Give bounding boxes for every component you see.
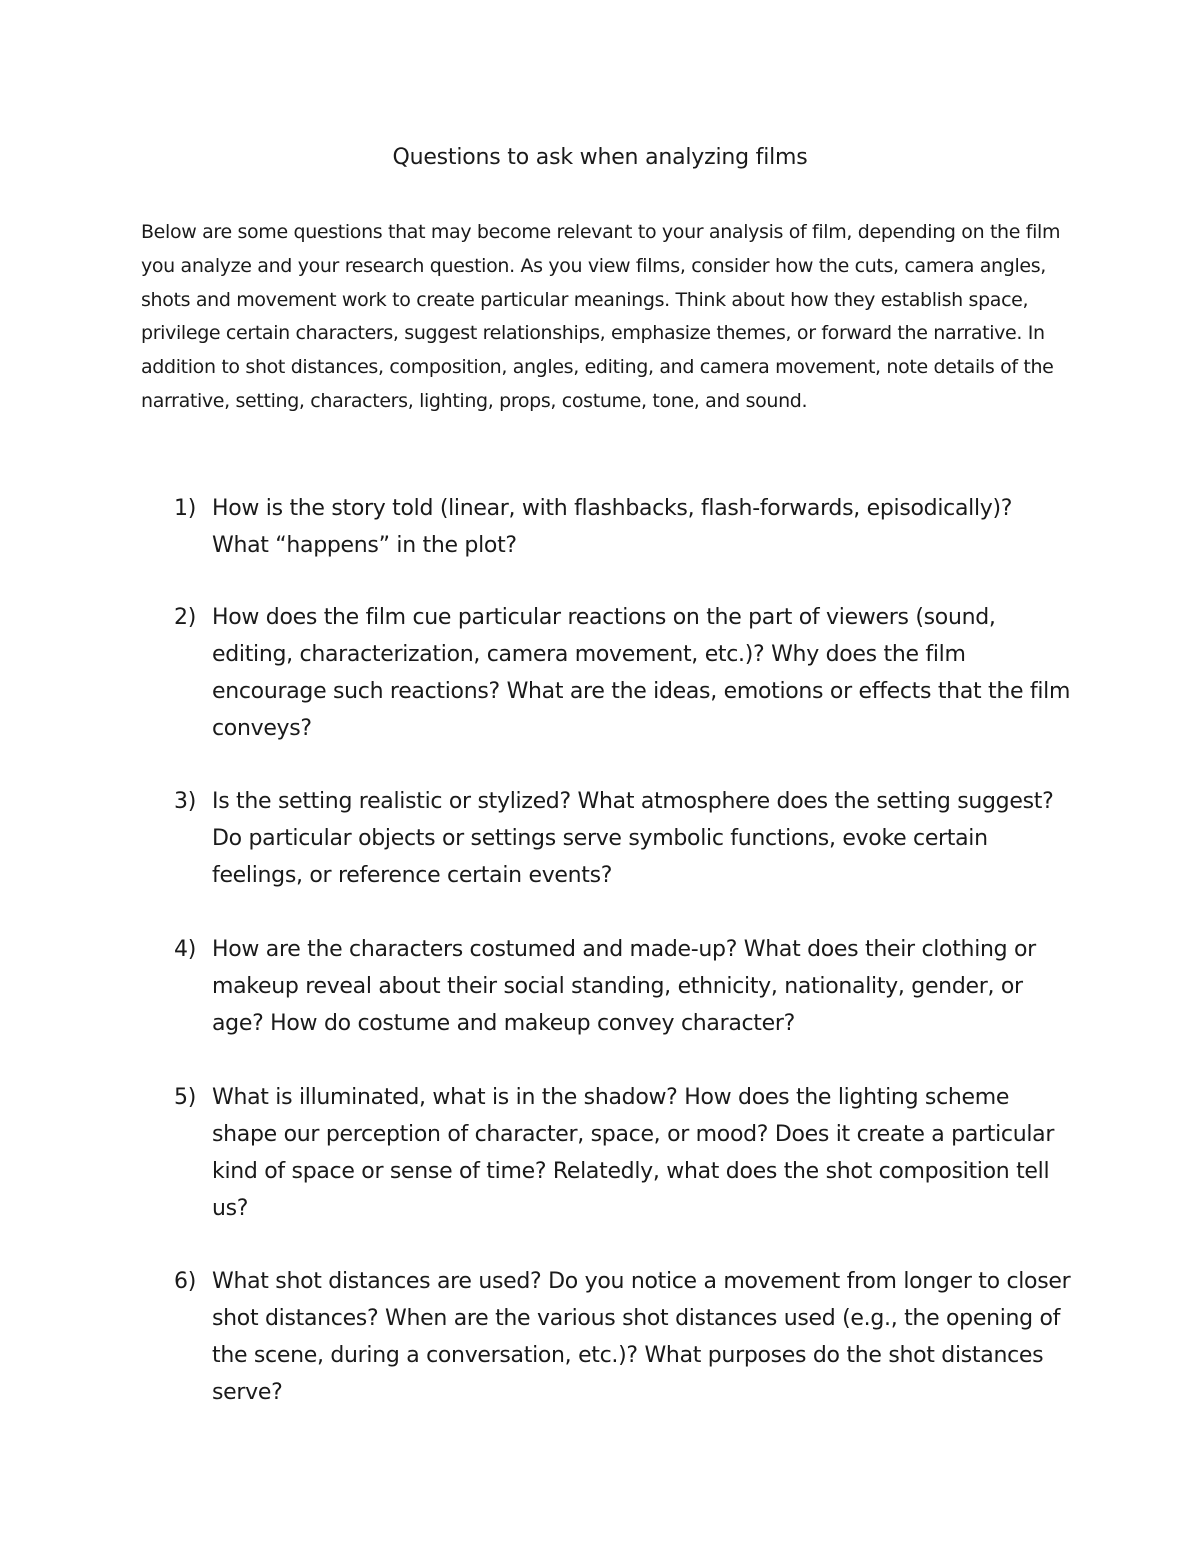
- question-item-5: [0, 1079, 1200, 1227]
- question-text: How is the story told (linear, with flashbacks, flash-forwards, episodically)? What “happens” in the plot?: [212, 496, 1013, 558]
- question-item-2: [0, 599, 1200, 747]
- question-number: 2): [174, 605, 196, 630]
- question-text: What shot distances are used? Do you notice a movement from longer to closer shot distances? When are the various shot distances used (e.g., the opening of the scene, during a conversation, etc.)? What purposes do the shot distances serve?: [212, 1269, 1071, 1405]
- question-number: 3): [174, 789, 196, 814]
- document-title: Questions to ask when analyzing films: [392, 145, 808, 170]
- question-text: What is illuminated, what is in the shadow? How does the lighting scheme shape our perception of character, space, or mood? Does it create a particular kind of space or sense of time? Relatedly, what does the shot composition tell us?: [212, 1085, 1055, 1221]
- question-text: Is the setting realistic or stylized? What atmosphere does the setting suggest? Do particular objects or settings serve symbolic functions, evoke certain feelings, or reference certain events?: [212, 789, 1054, 888]
- question-text: How are the characters costumed and made-up? What does their clothing or makeup reveal about their social standing, ethnicity, nationality, gender, or age? How do costume and makeup convey character?: [212, 937, 1036, 1036]
- question-item-1: [0, 490, 1200, 564]
- question-number: 4): [174, 937, 196, 962]
- questions-list: [0, 490, 1200, 1411]
- question-item-3: [0, 783, 1200, 894]
- question-item-4: [0, 931, 1200, 1042]
- question-number: 5): [174, 1085, 196, 1110]
- question-number: 1): [174, 496, 196, 521]
- question-text: How does the film cue particular reactions on the part of viewers (sound, editing, characterization, camera movement, etc.)? Why does the film encourage such reactions? What are the ideas, emotions or effects that the film conveys?: [212, 605, 1071, 741]
- question-item-6: [0, 1263, 1200, 1411]
- question-number: 6): [174, 1269, 196, 1294]
- intro-paragraph: Below are some questions that may become relevant to your analysis of film, depending on the film you analyze and your research question. As you view films, consider how the cuts, camera angles, shots and movement work to create particular meanings. Think about how they establish space, privilege certain characters, suggest relationships, emphasize themes, or forward the narrative. In addition to shot distances, composition, angles, editing, and camera movement, note details of the narrative, setting, characters, lighting, props, costume, tone, and sound.: [141, 221, 1061, 412]
